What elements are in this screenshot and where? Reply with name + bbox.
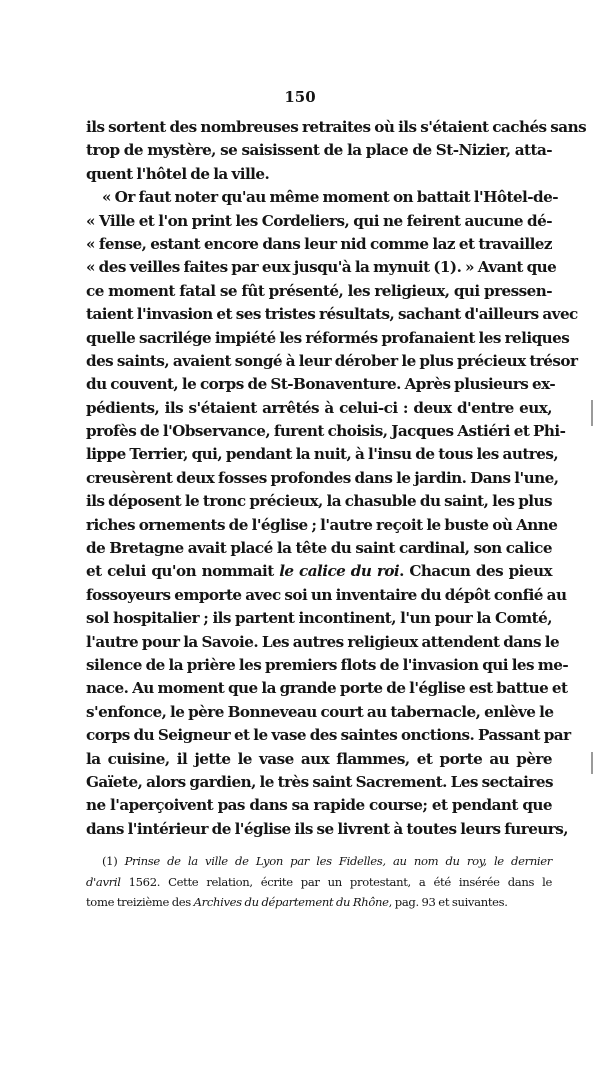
footnote-italic: d'avril [86,874,121,889]
text-line: ce moment fatal se fût présenté, les religieux, qui pressen- [86,281,552,300]
text-line [86,560,552,583]
text-line: lippe Terrier, qui, pendant la nuit, à l'insu de tous les autres, [86,445,559,464]
text-line: quent l'hôtel de la ville. [86,164,270,183]
footnote-marker: (1) [102,854,125,868]
text-line: pédients, ils s'étaient arrêtés à celui-ci : deux d'entre eux, [86,398,552,417]
text-span: . Chacun des pieux [399,562,552,581]
text-line: trop de mystère, se saisissent de la place de St-Nizier, atta- [86,141,552,160]
text-line: profès de l'Observance, furent choisis, Jacques Astiéri et Phi- [86,422,566,441]
text-line: riches ornements de l'église ; l'autre reçoit le buste où Anne [86,515,558,534]
text-line: « fense, estant encore dans leur nid comme laz et travaillez [86,234,552,253]
footnote-line [86,892,552,913]
text-line: quelle sacrilége impiété les réformés profanaient les reliques [86,328,570,347]
text-line: sol hospitalier ; ils partent incontinent, l'un pour la Comté, [86,609,552,628]
page-number: 150 [284,88,316,106]
text-line: l'autre pour la Savoie. Les autres religieux attendent dans le [86,632,560,651]
text-line: fossoyeurs emporte avec soi un inventaire du dépôt confié au [86,585,567,604]
scan-edge-mark [591,752,593,774]
text-line: taient l'invasion et ses tristes résultats, sachant d'ailleurs avec [86,305,578,324]
text-span: et celui qu'on nommait [86,562,280,581]
scan-edge-mark [591,400,593,426]
text-line: silence de la prière les premiers flots de l'invasion qui les me- [86,655,569,674]
text-line: ils sortent des nombreuses retraites où ils s'étaient cachés sans [86,118,587,136]
text-line: Gaïete, alors gardien, le très saint Sacrement. Les sectaires [86,772,553,791]
text-line: du couvent, le corps de St-Bonaventure. Après plusieurs ex- [86,375,556,394]
footnote-line [86,851,552,872]
italic-title: le calice du roi [279,562,400,581]
footnote-text: , pag. 93 et suivantes. [388,895,508,909]
text-line: « des veilles faites par eux jusqu'à la mynuit (1). » Avant que [86,258,557,277]
footnote-line [86,872,552,893]
text-line: dans l'intérieur de l'église ils se livrent à toutes leurs fureurs, [86,819,568,838]
text-line: ils déposent le tronc précieux, la chasuble du saint, les plus [86,492,552,511]
footnote-italic: Archives du département du Rhône [193,895,389,909]
footnote-text: 1562. Cette relation, écrite par un protestant, a été insérée dans le [120,874,552,889]
text-line: nace. Au moment que la grande porte de l'église est battue et [86,679,568,698]
text-line: corps du Seigneur et le vase des saintes onctions. Passant par [86,726,571,745]
text-line: des saints, avaient songé à leur dérober le plus précieux trésor [86,351,578,370]
text-line: ne l'aperçoivent pas dans sa rapide course; et pendant que [86,796,552,815]
text-line: la cuisine, il jette le vase aux flammes, et porte au père [86,749,552,768]
text-line: « Ville et l'on print les Cordeliers, qui ne feirent aucune dé- [86,211,552,230]
footnote-italic: Prinse de la ville de Lyon par les Fidelles, au nom du roy, le dernier [124,854,552,868]
text-line: s'enfonce, le père Bonneveau court au tabernacle, enlève le [86,702,554,721]
text-line: « Or faut noter qu'au même moment on battait l'Hôtel-de- [102,188,558,207]
text-line: creusèrent deux fosses profondes dans le jardin. Dans l'une, [86,468,559,487]
footnote-text: tome treizième des [86,895,194,909]
text-line: de Bretagne avait placé la tête du saint cardinal, son calice [86,539,552,558]
footnotes [86,851,552,913]
body-text [86,116,587,841]
